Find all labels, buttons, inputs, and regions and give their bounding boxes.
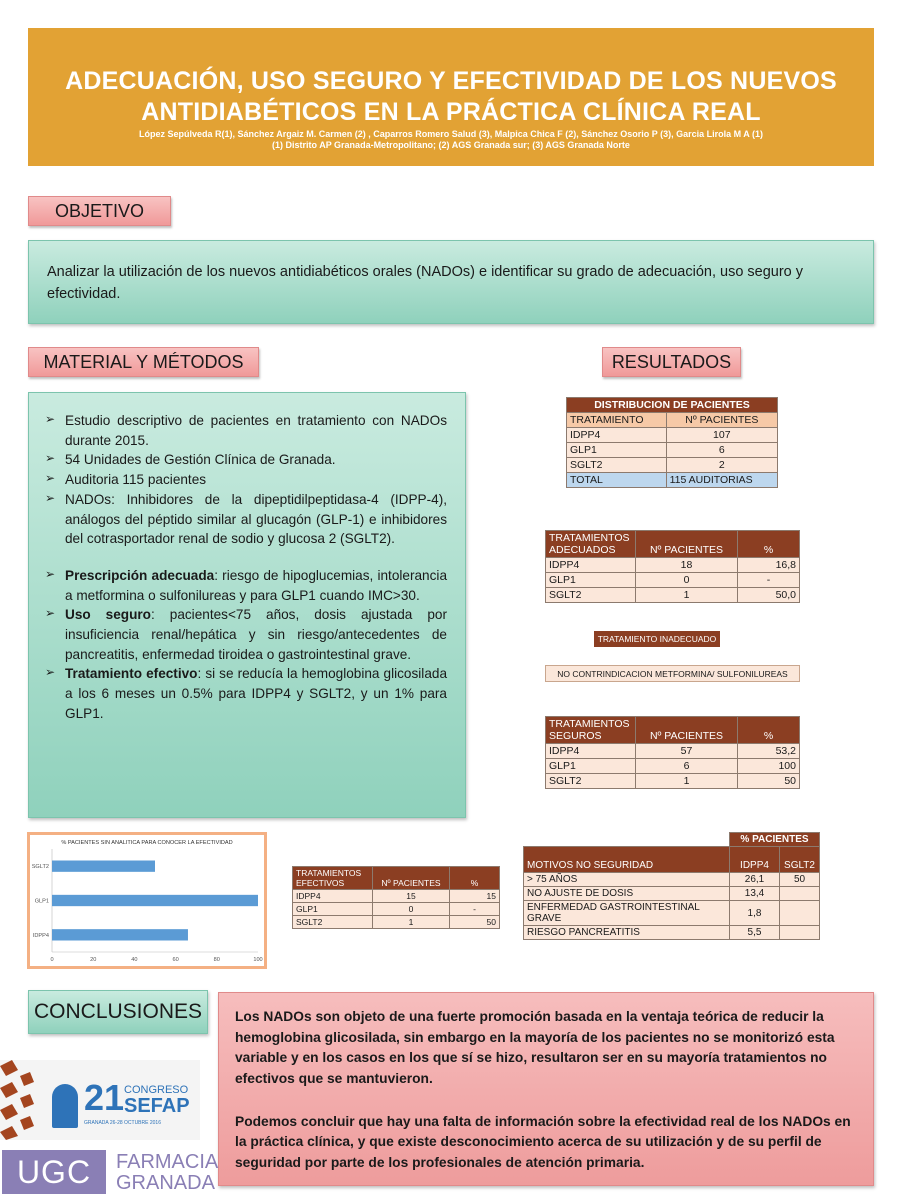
methods-spacer xyxy=(45,549,447,566)
bar xyxy=(52,929,188,940)
table-seguros xyxy=(545,716,800,789)
methods-item: ➢ Auditoria 115 pacientes xyxy=(45,470,447,490)
table-cell: IDPP4 xyxy=(546,744,636,759)
table-header: TRATAMIENTO xyxy=(567,413,667,428)
inadecuado-label: TRATAMIENTO INADECUADO xyxy=(594,631,720,647)
table-cell: 18 xyxy=(636,558,738,573)
conclusion-paragraph: Podemos concluir que hay una falta de información sobre la efectividad real de los NADOs en la práctica clínica, y que existe desconocimiento acerca de su utilización y de su perfil de seguridad por parte de los profesionales de atención primaria. xyxy=(235,1113,851,1171)
table-cell: - xyxy=(738,573,800,588)
methods-list xyxy=(45,411,447,724)
table-header: MOTIVOS NO SEGURIDAD xyxy=(524,847,730,873)
table-cell: IDPP4 xyxy=(293,890,373,903)
table-cell: 100 xyxy=(738,759,800,774)
table-title: DISTRIBUCION DE PACIENTES xyxy=(567,398,778,413)
table-cell: 6 xyxy=(666,443,777,458)
chart-frame xyxy=(27,832,267,969)
table-header: % xyxy=(450,867,500,890)
methods-term: Uso seguro xyxy=(65,607,151,623)
table-cell: 26,1 xyxy=(730,873,780,887)
table-cell xyxy=(780,926,820,940)
table-cell: RIESGO PANCREATITIS xyxy=(524,926,730,940)
table-cell: 5,5 xyxy=(730,926,780,940)
congress-name: SEFAP xyxy=(124,1095,190,1117)
bar xyxy=(52,895,258,906)
table-cell: GLP1 xyxy=(546,759,636,774)
header-line: SEGUROS xyxy=(549,730,602,742)
conclusions-panel xyxy=(218,992,874,1186)
objective-text: Analizar la utilización de los nuevos antidiabéticos orales (NADOs) e identificar su grado de adecuación, uso seguro y efectividad. xyxy=(28,240,874,324)
bar xyxy=(52,861,155,872)
poster-title xyxy=(28,66,874,129)
y-tick-label: GLP1 xyxy=(34,898,49,905)
table-cell: 50,0 xyxy=(738,588,800,603)
table-header: % xyxy=(738,717,800,744)
table-cell: 1 xyxy=(373,916,450,929)
chart-area xyxy=(30,835,264,966)
table-cell xyxy=(780,887,820,901)
section-resultados: RESULTADOS xyxy=(602,347,741,377)
x-tick-label: 100 xyxy=(253,957,263,963)
table-cell: 2 xyxy=(666,458,777,473)
table-cell: 6 xyxy=(636,759,738,774)
header-line: TRATAMIENTOS xyxy=(296,868,362,878)
farmacia-text: FARMACIA xyxy=(116,1151,219,1173)
table-cell: 16,8 xyxy=(738,558,800,573)
table-cell: 50 xyxy=(780,873,820,887)
x-tick-label: 60 xyxy=(172,957,179,963)
table-cell: 1 xyxy=(636,774,738,789)
table-cell: SGLT2 xyxy=(546,588,636,603)
methods-item xyxy=(45,605,447,664)
table-distribucion xyxy=(566,397,778,488)
authors: López Sepúlveda R(1), Sánchez Argaiz M. Carmen (2) , Caparros Romero Salud (3), Malpica Chica F (2), Sánchez Osorio P (3), Garcia Lirola M A (1) xyxy=(139,128,763,139)
congress-number: 21 xyxy=(84,1077,125,1118)
table-cell: TOTAL xyxy=(567,473,667,488)
table-cell: 1,8 xyxy=(730,901,780,926)
methods-desc: : si se reducía la hemoglobina glicosilada a los 6 meses un 0.5% para IDPP4 y SGLT2, y un 1% para GLP1. xyxy=(65,666,447,721)
table-cell: NO AJUSTE DE DOSIS xyxy=(524,887,730,901)
congress-logo xyxy=(0,1060,200,1140)
table-header xyxy=(546,717,636,744)
table-cell: 50 xyxy=(450,916,500,929)
table-cell: 13,4 xyxy=(730,887,780,901)
section-conclusiones: CONCLUSIONES xyxy=(28,990,208,1034)
inadecuado-note: NO CONTRINDICACION METFORMINA/ SULFONILUREAS xyxy=(545,665,800,682)
ugc-logo xyxy=(0,1150,219,1198)
table-cell: SGLT2 xyxy=(546,774,636,789)
table-cell: ENFERMEDAD GASTROINTESTINAL GRAVE xyxy=(524,901,730,926)
table-cell xyxy=(780,901,820,926)
poster-header xyxy=(28,28,874,166)
congress-place: GRANADA 26-28 OCTUBRE 2016 xyxy=(84,1120,161,1126)
methods-item xyxy=(45,664,447,723)
methods-item xyxy=(45,566,447,605)
x-tick-label: 40 xyxy=(131,957,138,963)
congress-word: CONGRESO xyxy=(124,1084,189,1096)
table-header: % PACIENTES xyxy=(730,833,820,847)
table-cell: 15 xyxy=(450,890,500,903)
table-cell: SGLT2 xyxy=(567,458,667,473)
methods-desc: : pacientes<75 años, dosis ajustada por insuficiencia renal/hepática y sin riesgo/antecedentes de pancreatitis, enfermedad tiroidea o gastrointestinal grave. xyxy=(65,607,447,662)
table-header xyxy=(546,531,636,558)
table-cell: 115 AUDITORIAS xyxy=(666,473,777,488)
header-line: TRATAMIENTOS xyxy=(549,532,630,544)
header-line: ADECUADOS xyxy=(549,544,616,556)
decorative-pattern-icon xyxy=(0,1060,40,1140)
methods-item: ➢ 54 Unidades de Gestión Clínica de Granada. xyxy=(45,450,447,470)
ugc-badge: UGC xyxy=(2,1150,106,1194)
y-tick-label: IDPP4 xyxy=(32,932,49,939)
table-motivos xyxy=(523,832,820,940)
x-tick-label: 20 xyxy=(90,957,97,963)
table-cell: IDPP4 xyxy=(546,558,636,573)
bar-chart xyxy=(30,835,264,966)
alhambra-icon xyxy=(52,1084,78,1128)
methods-term: Prescripción adecuada xyxy=(65,567,215,583)
table-header: % xyxy=(738,531,800,558)
x-tick-label: 0 xyxy=(50,957,54,963)
affiliations: (1) Distrito AP Granada-Metropolitano; (2) AGS Granada sur; (3) AGS Granada Norte xyxy=(272,139,630,150)
table-cell: GLP1 xyxy=(293,903,373,916)
table-cell: 57 xyxy=(636,744,738,759)
chart-title: % PACIENTES SIN ANALITICA PARA CONOCER LA EFECTIVIDAD xyxy=(61,840,233,846)
table-cell: 15 xyxy=(373,890,450,903)
y-tick-label: SGLT2 xyxy=(31,864,49,871)
header-line: TRATAMIENTOS xyxy=(549,718,630,730)
table-header: Nº PACIENTES xyxy=(666,413,777,428)
x-tick-label: 80 xyxy=(213,957,220,963)
conclusion-paragraph: Los NADOs son objeto de una fuerte promoción basada en la ventaja teórica de reducir la hemoglobina glicosilada, sin embargo en la mayoría de los pacientes no se monitorizó esta variable y en los casos en los que sí se hizo, resultaron ser en su mayoría tratamientos no efectivos que se mantuvieron. xyxy=(235,1009,835,1087)
table-header: Nº PACIENTES xyxy=(373,867,450,890)
table-cell: 0 xyxy=(636,573,738,588)
table-efectivos xyxy=(292,866,500,929)
table-cell: SGLT2 xyxy=(293,916,373,929)
table-header: SGLT2 xyxy=(780,847,820,873)
section-objetivo: OBJETIVO xyxy=(28,196,171,226)
methods-desc: : riesgo de hipoglucemias, intolerancia a metformina o sulfonilureas y para GLP1 cuando IMC>30. xyxy=(65,567,447,603)
section-material-metodos: MATERIAL Y MÉTODOS xyxy=(28,347,259,377)
table-cell: 107 xyxy=(666,428,777,443)
table-cell: 1 xyxy=(636,588,738,603)
table-cell: - xyxy=(450,903,500,916)
table-header: Nº PACIENTES xyxy=(636,717,738,744)
table-header: Nº PACIENTES xyxy=(636,531,738,558)
methods-panel xyxy=(28,392,466,818)
table-cell: 53,2 xyxy=(738,744,800,759)
granada-text: GRANADA xyxy=(116,1172,215,1194)
table-cell: 0 xyxy=(373,903,450,916)
table-cell: > 75 AÑOS xyxy=(524,873,730,887)
methods-item: ➢ Estudio descriptivo de pacientes en tratamiento con NADOs durante 2015. xyxy=(45,411,447,450)
title-line-2: ANTIDIABÉTICOS EN LA PRÁCTICA CLÍNICA REAL xyxy=(141,98,761,127)
header-line: EFECTIVOS xyxy=(296,878,345,888)
table-adecuados xyxy=(545,530,800,603)
table-header xyxy=(293,867,373,890)
methods-term: Tratamiento efectivo xyxy=(65,666,198,682)
table-cell: GLP1 xyxy=(567,443,667,458)
table-empty xyxy=(524,833,730,847)
title-line-1: ADECUACIÓN, USO SEGURO Y EFECTIVIDAD DE LOS NUEVOS xyxy=(65,67,837,95)
table-header: IDPP4 xyxy=(730,847,780,873)
table-cell: GLP1 xyxy=(546,573,636,588)
methods-item: ➢ NADOs: Inhibidores de la dipeptidilpeptidasa-4 (IDPP-4), análogos del péptido similar al glucagón (GLP-1) e inhibidores del cotrasportador renal de sodio y glucosa 2 (SGLT2). xyxy=(45,490,447,549)
table-cell: IDPP4 xyxy=(567,428,667,443)
table-cell: 50 xyxy=(738,774,800,789)
